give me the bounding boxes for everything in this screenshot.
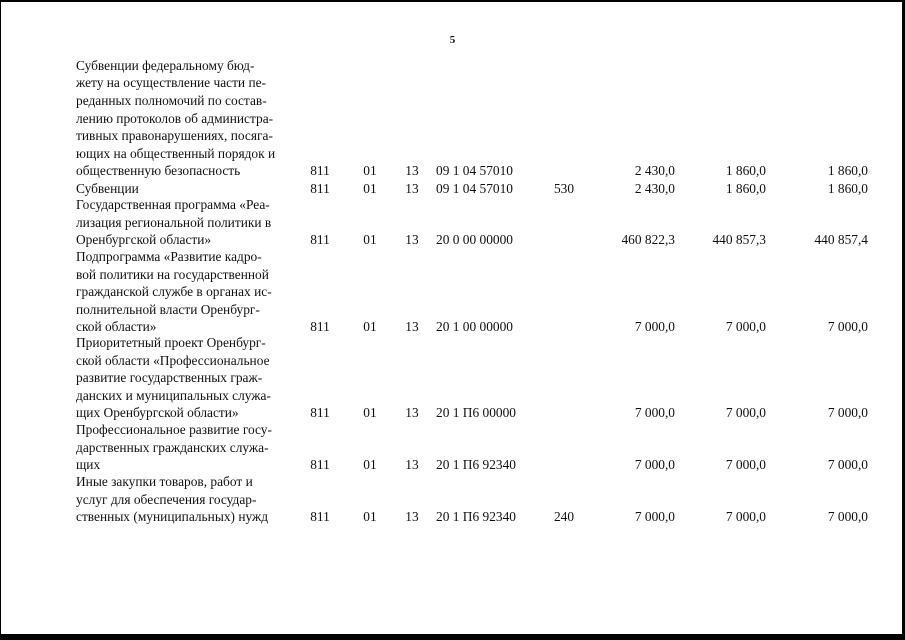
cell-ministry: 811 bbox=[310, 232, 330, 248]
description-line: дарственных гражданских служа- bbox=[76, 439, 269, 455]
cell-subsection: 13 bbox=[405, 509, 419, 525]
description-line: Подпрограмма «Развитие кадро- bbox=[76, 249, 262, 265]
cell-section: 01 bbox=[363, 405, 377, 421]
row-description bbox=[76, 248, 314, 336]
cell-expense-type: 530 bbox=[553, 181, 575, 197]
cell-section: 01 bbox=[363, 163, 377, 179]
cell-year-2: 7 000,0 bbox=[725, 457, 766, 473]
cell-year-3: 7 000,0 bbox=[827, 457, 868, 473]
cell-year-1: 7 000,0 bbox=[634, 457, 675, 473]
cell-year-1: 460 822,3 bbox=[621, 232, 675, 248]
description-line: Государственная программа «Реа- bbox=[76, 197, 270, 213]
description-line: ственных (муниципальных) нужд bbox=[76, 509, 269, 525]
cell-ministry: 811 bbox=[310, 181, 330, 197]
cell-year-1: 7 000,0 bbox=[634, 509, 675, 525]
table-row bbox=[0, 472, 905, 526]
description-line: Иные закупки товаров, работ и bbox=[76, 474, 253, 490]
cell-year-3: 7 000,0 bbox=[827, 509, 868, 525]
row-description bbox=[76, 57, 314, 180]
cell-year-3: 440 857,4 bbox=[814, 232, 868, 248]
cell-subsection: 13 bbox=[405, 405, 419, 421]
table-row bbox=[0, 196, 905, 249]
cell-target-article: 09 1 04 57010 bbox=[436, 163, 513, 179]
description-line: общественную безопасность bbox=[76, 163, 241, 179]
cell-year-1: 2 430,0 bbox=[634, 181, 675, 197]
cell-year-3: 7 000,0 bbox=[827, 405, 868, 421]
description-line: лению протоколов об администра- bbox=[76, 110, 274, 126]
description-line: ской области «Профессиональное bbox=[76, 352, 270, 368]
cell-year-2: 1 860,0 bbox=[725, 163, 766, 179]
description-line: жету на осуществление части пе- bbox=[76, 75, 267, 91]
cell-subsection: 13 bbox=[405, 163, 419, 179]
row-description bbox=[76, 334, 314, 422]
cell-year-1: 7 000,0 bbox=[634, 405, 675, 421]
cell-ministry: 811 bbox=[310, 319, 330, 335]
description-line: данских и муниципальных служа- bbox=[76, 387, 271, 403]
description-line: Профессиональное развитие госу- bbox=[76, 422, 272, 438]
row-description bbox=[76, 421, 314, 474]
description-line: Оренбургской области» bbox=[76, 232, 212, 248]
cell-year-1: 2 430,0 bbox=[634, 163, 675, 179]
cell-year-3: 1 860,0 bbox=[827, 181, 868, 197]
cell-ministry: 811 bbox=[310, 509, 330, 525]
row-description bbox=[76, 196, 314, 249]
cell-target-article: 20 1 П6 92340 bbox=[436, 509, 516, 525]
cell-subsection: 13 bbox=[405, 457, 419, 473]
cell-subsection: 13 bbox=[405, 319, 419, 335]
table-row bbox=[0, 334, 905, 422]
cell-target-article: 20 1 00 00000 bbox=[436, 319, 513, 335]
cell-target-article: 20 0 00 00000 bbox=[436, 232, 513, 248]
description-line: ской области» bbox=[76, 319, 157, 335]
description-line: лизация региональной политики в bbox=[76, 214, 272, 230]
table-row bbox=[0, 56, 905, 180]
cell-subsection: 13 bbox=[405, 232, 419, 248]
description-line: ющих на общественный порядок и bbox=[76, 145, 276, 161]
cell-year-2: 7 000,0 bbox=[725, 405, 766, 421]
description-line: Субвенции федеральному бюд- bbox=[76, 57, 255, 73]
cell-year-3: 7 000,0 bbox=[827, 319, 868, 335]
description-line: щих bbox=[76, 457, 101, 473]
table-row bbox=[0, 248, 905, 336]
cell-subsection: 13 bbox=[405, 181, 419, 197]
cell-year-2: 7 000,0 bbox=[725, 319, 766, 335]
description-line: щих Оренбургской области» bbox=[76, 405, 239, 421]
row-description bbox=[76, 473, 314, 526]
description-line: Приоритетный проект Оренбург- bbox=[76, 335, 266, 351]
cell-target-article: 09 1 04 57010 bbox=[436, 181, 513, 197]
cell-year-2: 440 857,3 bbox=[712, 232, 766, 248]
cell-section: 01 bbox=[363, 457, 377, 473]
cell-target-article: 20 1 П6 00000 bbox=[436, 405, 516, 421]
description-line: тивных правонарушениях, посяга- bbox=[76, 128, 273, 144]
description-line: вой политики на государственной bbox=[76, 266, 269, 282]
cell-ministry: 811 bbox=[310, 163, 330, 179]
table-row bbox=[0, 420, 905, 474]
cell-year-2: 1 860,0 bbox=[725, 181, 766, 197]
cell-year-3: 1 860,0 bbox=[827, 163, 868, 179]
description-line: полнительной власти Оренбург- bbox=[76, 301, 260, 317]
description-line: Субвенции bbox=[76, 181, 139, 197]
cell-target-article: 20 1 П6 92340 bbox=[436, 457, 516, 473]
description-line: реданных полномочий по состав- bbox=[76, 93, 267, 109]
cell-ministry: 811 bbox=[310, 457, 330, 473]
description-line: услуг для обеспечения государ- bbox=[76, 491, 257, 507]
cell-ministry: 811 bbox=[310, 405, 330, 421]
description-line: гражданской службе в органах ис- bbox=[76, 284, 272, 300]
cell-section: 01 bbox=[363, 181, 377, 197]
cell-section: 01 bbox=[363, 232, 377, 248]
cell-section: 01 bbox=[363, 319, 377, 335]
description-line: развитие государственных граж- bbox=[76, 370, 263, 386]
cell-year-1: 7 000,0 bbox=[634, 319, 675, 335]
cell-year-2: 7 000,0 bbox=[725, 509, 766, 525]
cell-expense-type: 240 bbox=[553, 509, 575, 525]
cell-section: 01 bbox=[363, 509, 377, 525]
page-number: 5 bbox=[449, 34, 456, 46]
